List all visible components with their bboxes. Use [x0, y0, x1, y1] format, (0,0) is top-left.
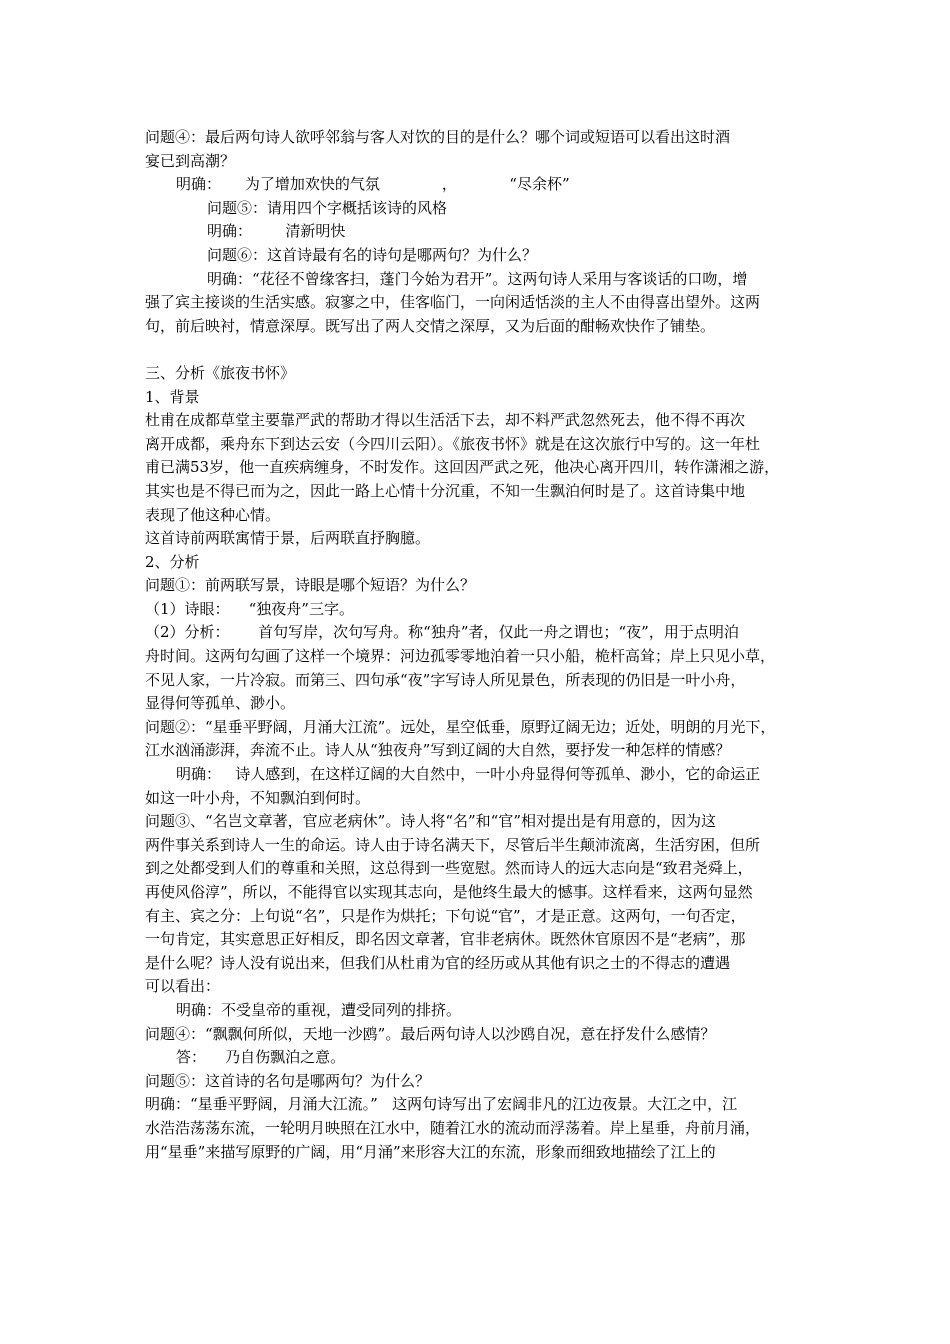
text-line: 其实也是不得已而为之，因此一路上心情十分沉重，不知一生飘泊何时是了。这首诗集中地 [145, 481, 746, 500]
text-line: 可以看出： [145, 977, 221, 996]
text-line: 明确：不受皇帝的重视，遭受同列的排挤。 [176, 1000, 462, 1019]
text-line: 问题④：最后两句诗人欲呼邻翁与客人对饮的目的是什么？哪个词或短语可以看出这时酒 [145, 128, 731, 146]
text-line: 显得何等孤单、渺小。 [145, 694, 296, 713]
text-line: 舟时间。这两句勾画了这样一个境界：河边孤零零地泊着一只小船，桅杆高耸；岸上只见小草， [145, 647, 776, 666]
text-line: 答： 乃自伤飘泊之意。 [176, 1048, 346, 1067]
text-line: 明确： 清新明快 [207, 222, 346, 241]
subsection-heading: 2、分析 [145, 552, 200, 571]
text-line: 问题⑤：请用四个字概括该诗的风格 [207, 198, 448, 217]
text-line: 江水汹涌澎湃，奔流不止。诗人从“独夜舟”写到辽阔的大自然，要抒发一种怎样的情感？ [145, 741, 731, 760]
document-page [145, 126, 810, 1164]
text-line: 不见人家，一片冷寂。而第三、四句承“夜”字写诗人所见景色，所表现的仍旧是一叶小舟， [145, 670, 746, 689]
text-line: 强了宾主接谈的生活实感。寂寥之中，佳客临门，一向闲适恬淡的主人不由得喜出望外。这两 [145, 293, 761, 312]
text-line: 问题③、“名岂文章著，官应老病休”。诗人将“名”和“官”相对提出是有用意的，因为这 [145, 812, 717, 831]
text-line: （2）分析： 首句写岸，次句写舟。称“独舟”者，仅此一舟之谓也；“夜”，用于点明泊 [145, 623, 739, 642]
subsection-heading: 1、背景 [145, 387, 200, 406]
text-line: 是什么呢？诗人没有说出来，但我们从杜甫为官的经历或从其他有识之士的不得志的遭遇 [145, 953, 731, 972]
text-line: 有主、宾之分：上句说“名”，只是作为烘托；下句说“官”，才是正意。这两句，一句否定， [145, 906, 746, 925]
text-line: 如这一叶小舟，不知飘泊到何时。 [145, 788, 371, 807]
text-line: 甫已满53岁，他一直疾病缠身，不时发作。这回因严武之死，他决心离开四川，转作潇湘之游， [145, 458, 780, 477]
text-line: 宴已到高潮？ [145, 151, 236, 170]
text-line: 问题②：“星垂平野阔，月涌大江流”。远处，星空低垂，原野辽阔无边；近处，明朗的月光下， [145, 717, 776, 736]
text-line: 问题④：“飘飘何所似，天地一沙鸥”。最后两句诗人以沙鸥自况，意在抒发什么感情？ [145, 1024, 716, 1043]
text-line: 到之处都受到人们的尊重和关照，这总得到一些宽慰。然而诗人的远大志向是“致君尧舜上， [145, 859, 753, 878]
text-line: 问题⑥：这首诗最有名的诗句是哪两句？为什么？ [207, 245, 538, 264]
section-heading: 三、分析《旅夜书怀》 [145, 363, 296, 382]
text-line: 明确：“星垂平野阔，月涌大江流。” 这两句诗写出了宏阔非凡的江边夜景。大江之中，江 [145, 1095, 738, 1114]
text-line: 杜甫在成都草堂主要靠严武的帮助才得以生活活下去，却不料严武忽然死去，他不得不再次 [145, 411, 746, 430]
text-line: 问题⑤：这首诗的名句是哪两句？为什么？ [145, 1071, 431, 1090]
text-line: 用“星垂”来描写原野的广阔，用“月涌”来形容大江的东流，形象而细致地描绘了江上的 [145, 1142, 716, 1161]
text-line: 明确： 为了增加欢快的气氛 ， “尽余杯” [176, 175, 570, 194]
text-line: 句，前后映衬，情意深厚。既写出了两人交情之深厚，又为后面的酣畅欢快作了铺垫。 [145, 316, 716, 335]
blank-line [145, 338, 810, 362]
text-line: （1）诗眼： “独夜舟”三字。 [145, 599, 354, 618]
text-line: 一句肯定，其实意思正好相反，即名因文章著，官非老病休。既然休官原因不是“老病”，那 [145, 930, 746, 949]
text-line: 表现了他这种心情。 [145, 505, 281, 524]
text-line: 两件事关系到诗人一生的命运。诗人由于诗名满天下，尽管后半生颠沛流离，生活穷困，但所 [145, 835, 761, 854]
text-line: 这首诗前两联寓情于景，后两联直抒胸臆。 [145, 529, 431, 548]
text-line: 问题①：前两联写景，诗眼是哪个短语？为什么？ [145, 576, 476, 595]
text-line: 离开成都，乘舟东下到达云安（今四川云阳）。《旅夜书怀》就是在这次旅行中写的。这一年杜 [145, 434, 761, 453]
text-line: 明确： 诗人感到，在这样辽阔的大自然中，一叶小舟显得何等孤单、渺小，它的命运正 [176, 765, 761, 784]
text-line: 水浩浩荡荡东流，一轮明月映照在江水中，随着江水的流动而浮荡着。岸上星垂，舟前月涌， [145, 1118, 761, 1137]
text-line: 再使风俗淳”，所以，不能得官以实现其志向，是他终生最大的憾事。这样看来，这两句显然 [145, 883, 753, 901]
text-line: 明确：“花径不曾缘客扫，蓬门今始为君开”。这两句诗人采用与客谈话的口吻，增 [207, 269, 748, 288]
